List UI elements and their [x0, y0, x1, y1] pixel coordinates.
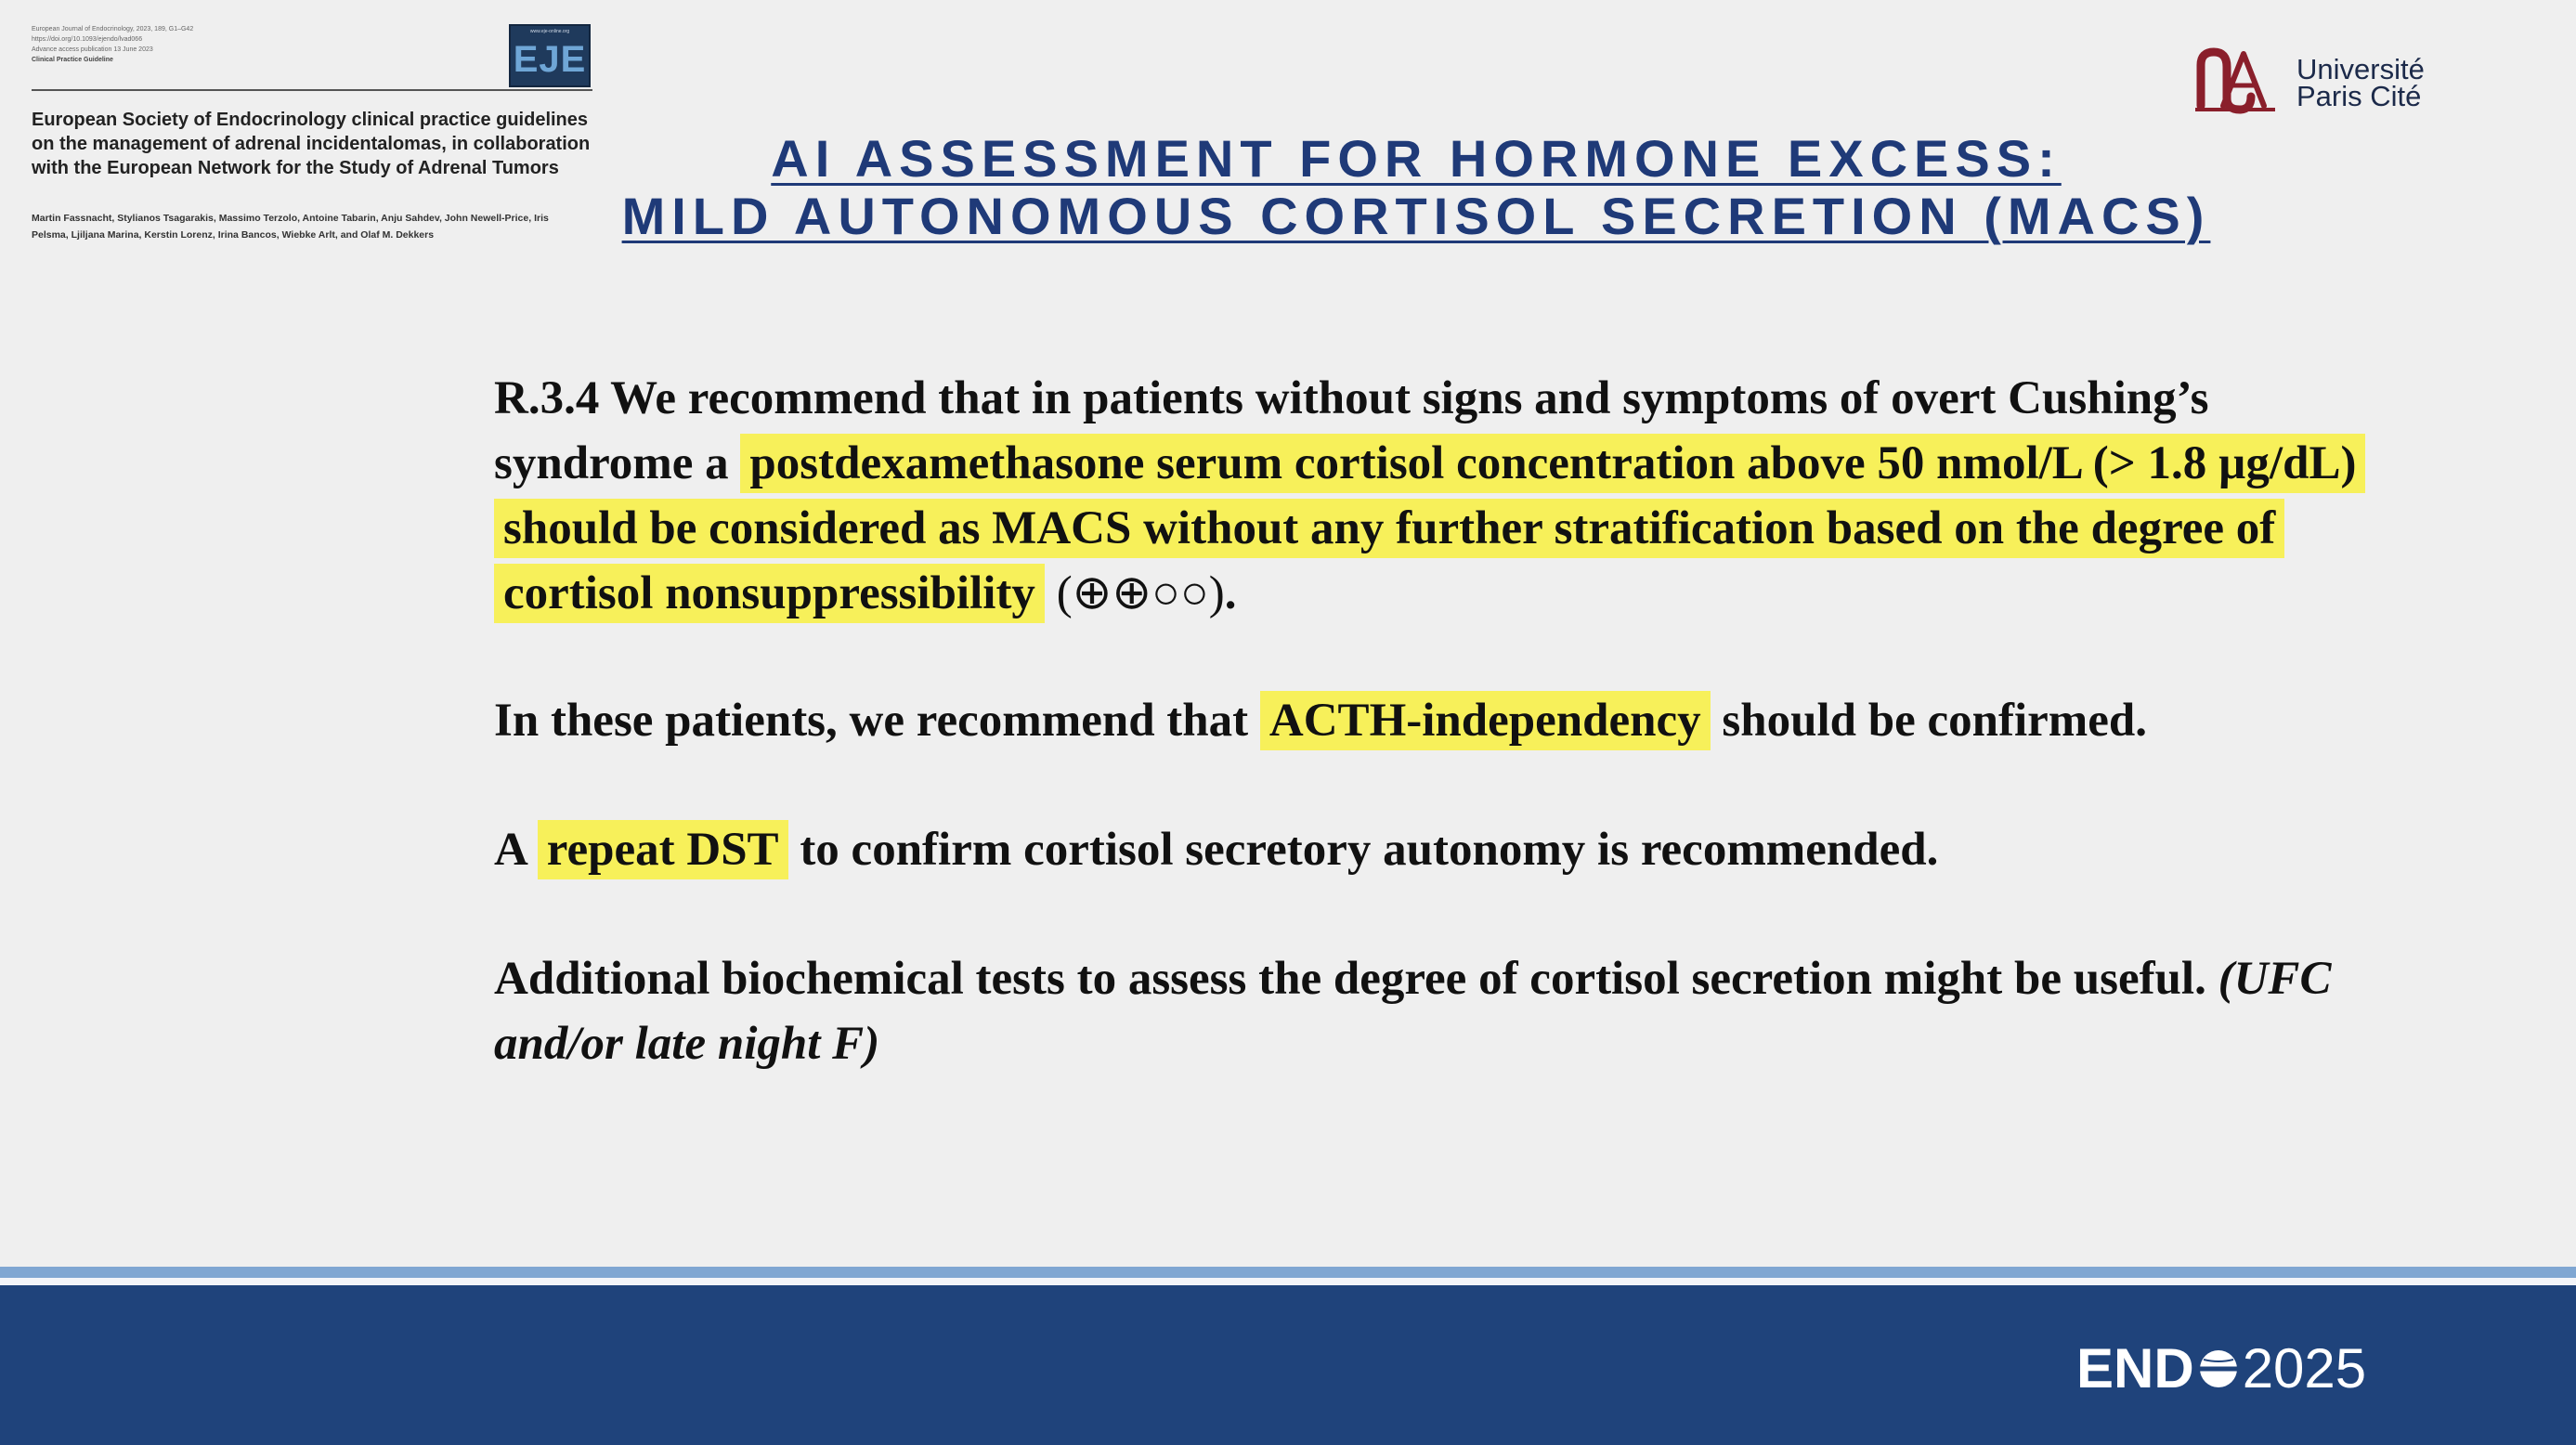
dst-recommendation-lead: A: [494, 824, 538, 876]
journal-meta-line: Advance access publication 13 June 2023: [32, 46, 153, 53]
journal-meta: [32, 24, 589, 65]
endo-2025-logo: [2076, 1337, 2367, 1399]
eje-journal-logo: [509, 24, 591, 87]
university-logo: [2190, 45, 2468, 119]
slide-title: [520, 130, 2312, 245]
additional-tests-text: Additional biochemical tests to assess the degree of cortisol secretion might be useful.: [494, 953, 2218, 1005]
dst-recommendation-tail: to confirm cortisol secretory autonomy is recommended.: [787, 824, 1939, 876]
footer-bar: [0, 1285, 2576, 1445]
recommendation-r34: [494, 366, 2379, 626]
eje-logo-subtext: www.eje-online.org: [529, 29, 570, 34]
acth-recommendation-highlight: ACTH-independency: [1260, 691, 1711, 750]
dst-recommendation: [494, 817, 2379, 882]
evidence-grade: (⊕⊕○○): [1044, 567, 1225, 619]
globe-icon: [2196, 1347, 2241, 1391]
eje-logo-text: EJE: [513, 39, 587, 80]
footer-separator: [0, 1278, 2576, 1285]
additional-tests-note: [494, 946, 2379, 1076]
recommendation-r34-lead: R.3.4 We recommend that in patients without signs and symptoms of overt Cushing’s syndrome a: [494, 372, 2209, 489]
acth-recommendation-tail: should be confirmed.: [1710, 695, 2148, 747]
journal-article-title: European Society of Endocrinology clinical practice guidelines on the management of adrenal incidentalomas, in collaboration with the European Network for the Study of Adrenal Tumors: [32, 110, 591, 178]
slide-title-line2: MILD AUTONOMOUS CORTISOL SECRETION (MACS): [621, 187, 2211, 245]
footer-accent-line: [0, 1267, 2576, 1278]
journal-divider: [32, 89, 592, 91]
university-emblem-icon: [2190, 45, 2292, 119]
slide-title-line1: AI ASSESSMENT FOR HORMONE EXCESS:: [771, 129, 2062, 188]
additional-tests-italic: (UFC and/or late night F): [494, 953, 2332, 1070]
university-name: Université Paris Cité: [2296, 53, 2425, 112]
endo-logo-year: 2025: [2242, 1337, 2367, 1399]
journal-meta-line: https://doi.org/10.1093/ejendo/lvad066: [32, 36, 143, 43]
acth-recommendation: [494, 688, 2379, 753]
endo-logo-text: END: [2076, 1337, 2194, 1399]
dst-recommendation-highlight: repeat DST: [538, 820, 788, 879]
acth-recommendation-lead: In these patients, we recommend that: [494, 695, 1260, 747]
journal-header: [32, 24, 591, 241]
journal-meta-line: European Journal of Endocrinology, 2023, 189, G1–G42: [32, 26, 194, 33]
recommendation-r34-end: .: [1224, 567, 1237, 619]
recommendation-r34-highlight: postdexamethasone serum cortisol concentration above 50 nmol/L (> 1.8 µg/dL) should be considered as MACS without any further stratification based on the degree of cortisol nonsuppressibility: [494, 434, 2365, 623]
journal-authors: Martin Fassnacht, Stylianos Tsagarakis, Massimo Terzolo, Antoine Tabarin, Anju Sahdev, John Newell-Price, Iris Pelsma, Ljiljana Marina, Kerstin Lorenz, Irina Bancos, Wiebke Arlt, and Olaf M. Dekkers: [32, 213, 549, 241]
journal-meta-line: Clinical Practice Guideline: [32, 57, 113, 63]
